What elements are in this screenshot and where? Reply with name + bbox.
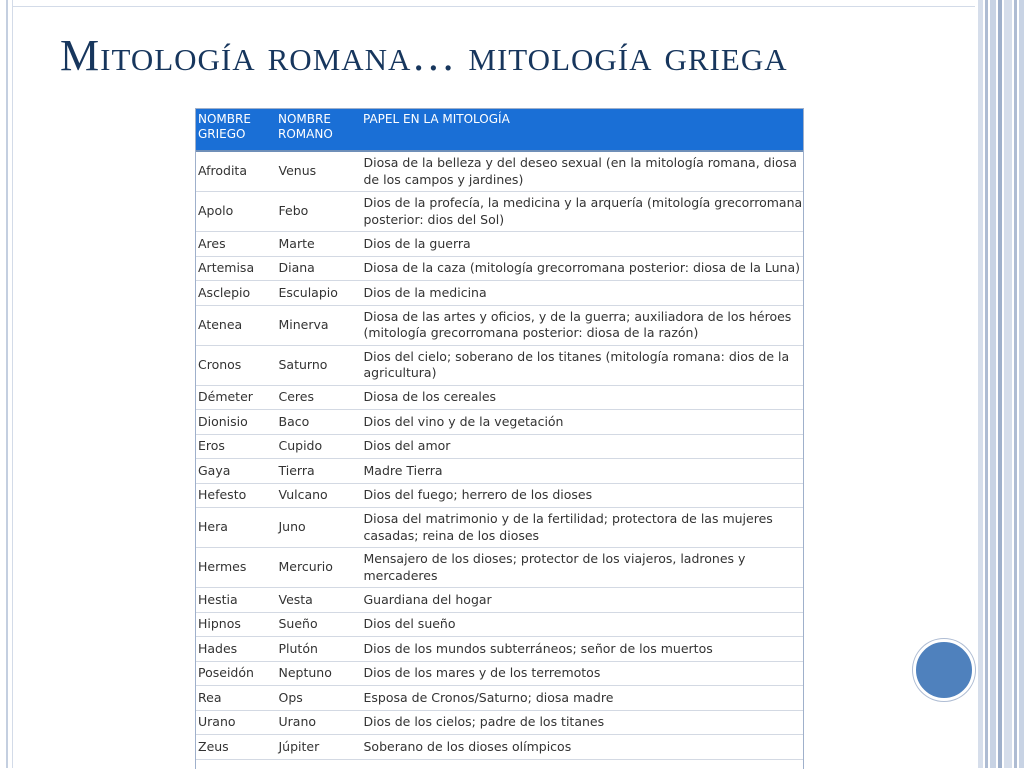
slide-frame-line-top — [12, 6, 975, 7]
border-stripe — [985, 0, 988, 768]
table-row — [196, 735, 803, 760]
cell-nombre-griego: Apolo — [196, 192, 276, 232]
slide-title: Mitología romana… mitología griega — [60, 31, 788, 80]
table-row — [196, 637, 803, 662]
cell-nombre-griego: Démeter — [196, 385, 276, 410]
cell-nombre-romano: Mercurio — [276, 548, 358, 588]
cell-nombre-griego: Rea — [196, 686, 276, 711]
header-line: GRIEGO — [198, 127, 246, 141]
border-stripe — [1004, 0, 1012, 768]
cell-papel: Guardiana del hogar — [358, 588, 803, 613]
table-row — [196, 305, 803, 345]
table-row — [196, 483, 803, 508]
slide-frame-line-left-inner — [12, 0, 13, 768]
table-row — [196, 686, 803, 711]
table-row — [196, 232, 803, 257]
cell-papel: Dios del sueño — [358, 612, 803, 637]
cell-papel: Dios del fuego; herrero de los dioses — [358, 483, 803, 508]
cell-nombre-griego: Asclepio — [196, 281, 276, 306]
cell-papel: Diosa del matrimonio y de la fertilidad; protectora de las mujeres casadas; reina de los dioses — [358, 508, 803, 548]
table-row — [196, 710, 803, 735]
cell-nombre-romano: Saturno — [276, 345, 358, 385]
cell-nombre-griego: Urano — [196, 710, 276, 735]
border-stripe — [1019, 0, 1024, 768]
cell-papel: Mensajero de los dioses; protector de los viajeros, ladrones y mercaderes — [358, 548, 803, 588]
cell-nombre-griego: Hades — [196, 637, 276, 662]
cell-nombre-griego: Cronos — [196, 345, 276, 385]
cell-papel: Dios del vino y de la vegetación — [358, 410, 803, 435]
cell-nombre-romano: Juno — [276, 508, 358, 548]
cell-nombre-romano: Baco — [276, 410, 358, 435]
cell-nombre-romano: Marte — [276, 232, 358, 257]
cell-nombre-griego: Ares — [196, 232, 276, 257]
cell-nombre-griego: Poseidón — [196, 661, 276, 686]
cell-papel: Diosa de la belleza y del deseo sexual (en la mitología romana, diosa de los campos y jardines) — [358, 151, 803, 192]
table-row — [196, 548, 803, 588]
cell-papel: Madre Tierra — [358, 459, 803, 484]
cell-nombre-griego: Afrodita — [196, 151, 276, 192]
mythology-table — [195, 108, 804, 769]
cell-papel: Dios de los mundos subterráneos; señor de los muertos — [358, 637, 803, 662]
cell-nombre-griego: Dionisio — [196, 410, 276, 435]
border-stripe — [998, 0, 1002, 768]
cell-nombre-romano: Esculapio — [276, 281, 358, 306]
cell-nombre-griego: Hera — [196, 508, 276, 548]
table-row — [196, 588, 803, 613]
header-line: NOMBRE — [278, 112, 331, 126]
table-row — [196, 151, 803, 192]
header-line: ROMANO — [278, 127, 333, 141]
table-row — [196, 256, 803, 281]
cell-papel: Dios de la profecía, la medicina y la arquería (mitología grecorromana posterior: dios del Sol) — [358, 192, 803, 232]
cell-nombre-griego: Hefesto — [196, 483, 276, 508]
cell-papel: Dios de la guerra — [358, 232, 803, 257]
cell-nombre-romano: Vulcano — [276, 483, 358, 508]
cell-nombre-romano: Ceres — [276, 385, 358, 410]
cell-papel: Esposa de Cronos/Saturno; diosa madre — [358, 686, 803, 711]
header-nombre-griego — [196, 109, 276, 151]
table-row — [196, 612, 803, 637]
table-row — [196, 281, 803, 306]
cell-nombre-griego: Hestia — [196, 588, 276, 613]
cell-nombre-griego: Hermes — [196, 548, 276, 588]
cell-nombre-romano: Urano — [276, 710, 358, 735]
header-papel: PAPEL EN LA MITOLOGÍA — [358, 109, 803, 151]
cell-papel: Dios de los mares y de los terremotos — [358, 661, 803, 686]
cell-papel: Dios del amor — [358, 434, 803, 459]
table-row — [196, 459, 803, 484]
border-stripe — [978, 0, 983, 768]
decorative-circle — [913, 639, 975, 701]
table-row — [196, 192, 803, 232]
cell-nombre-romano: Sueño — [276, 612, 358, 637]
cell-papel: Dios del cielo; soberano de los titanes (mitología romana: dios de la agricultura) — [358, 345, 803, 385]
table-row — [196, 385, 803, 410]
cell-nombre-romano: Júpiter — [276, 735, 358, 760]
cell-nombre-romano: Venus — [276, 151, 358, 192]
cell-nombre-romano: Neptuno — [276, 661, 358, 686]
table-row — [196, 345, 803, 385]
border-stripe — [1014, 0, 1017, 768]
cell-nombre-griego: Zeus — [196, 735, 276, 760]
cell-papel: Dios de la medicina — [358, 281, 803, 306]
header-line: NOMBRE — [198, 112, 251, 126]
cell-nombre-griego: Eros — [196, 434, 276, 459]
cell-papel: Soberano de los dioses olímpicos — [358, 735, 803, 760]
cell-nombre-romano: Diana — [276, 256, 358, 281]
cell-nombre-romano: Febo — [276, 192, 358, 232]
slide-frame-line-left — [6, 0, 8, 768]
cell-papel: Diosa de los cereales — [358, 385, 803, 410]
cell-nombre-romano: Plutón — [276, 637, 358, 662]
cell-nombre-griego: Hipnos — [196, 612, 276, 637]
cell-papel: Diosa de la caza (mitología grecorromana posterior: diosa de la Luna) — [358, 256, 803, 281]
cell-nombre-romano: Vesta — [276, 588, 358, 613]
table-row — [196, 434, 803, 459]
table-row — [196, 410, 803, 435]
cell-nombre-romano: Minerva — [276, 305, 358, 345]
cell-nombre-griego: Artemisa — [196, 256, 276, 281]
cell-nombre-griego: Atenea — [196, 305, 276, 345]
table-row — [196, 661, 803, 686]
cell-nombre-romano: Tierra — [276, 459, 358, 484]
cell-nombre-griego: Gaya — [196, 459, 276, 484]
table-header-row — [196, 109, 803, 151]
cell-nombre-romano: Cupido — [276, 434, 358, 459]
cell-papel: Diosa de las artes y oficios, y de la guerra; auxiliadora de los héroes (mitología grecorromana posterior: diosa de la razón) — [358, 305, 803, 345]
header-nombre-romano — [276, 109, 358, 151]
table-row — [196, 508, 803, 548]
cell-nombre-romano: Ops — [276, 686, 358, 711]
cell-papel: Dios de los cielos; padre de los titanes — [358, 710, 803, 735]
border-stripe — [990, 0, 996, 768]
